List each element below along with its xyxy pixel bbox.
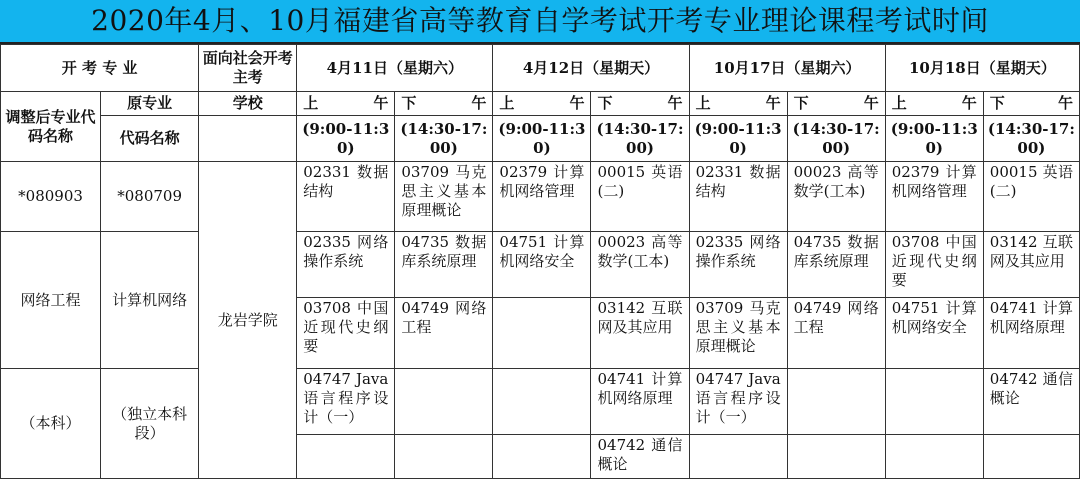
am-label: 上午 <box>493 92 591 116</box>
pm-label: 下午 <box>591 92 689 116</box>
course-cell: 04751 计算机网络安全 <box>885 298 983 369</box>
table-row <box>1 369 1080 435</box>
course-cell: 02331 数据结构 <box>689 162 787 232</box>
course-cell: 00015 英语(二) <box>983 162 1079 232</box>
course-cell: 04741 计算机网络原理 <box>983 298 1079 369</box>
pm-time: (14:30-17:00) <box>591 116 689 162</box>
old-major-level: （独立本科段） <box>101 369 199 479</box>
course-cell: 04749 网络工程 <box>395 298 493 369</box>
course-cell: 03708 中国近现代史纲要 <box>885 232 983 298</box>
course-cell: 02335 网络操作系统 <box>297 232 395 298</box>
course-cell <box>493 369 591 435</box>
course-cell <box>885 435 983 479</box>
am-label: 上午 <box>689 92 787 116</box>
course-cell: 04747 Java语言程序设计（一） <box>297 369 395 435</box>
course-cell: 04747 Java语言程序设计（一） <box>689 369 787 435</box>
social-exam-header: 面向社会开考主考 <box>199 45 297 92</box>
pm-time: (14:30-17:00) <box>983 116 1079 162</box>
course-cell <box>493 435 591 479</box>
course-cell: 04742 通信概论 <box>591 435 689 479</box>
page-title: 2020年4月、10月福建省高等教育自学考试开考专业理论课程考试时间 <box>0 0 1080 44</box>
new-major-code: *080903 <box>1 162 101 232</box>
am-time: (9:00-11:30) <box>493 116 591 162</box>
table-row <box>1 232 1080 298</box>
am-time: (9:00-11:30) <box>885 116 983 162</box>
pm-time: (14:30-17:00) <box>787 116 885 162</box>
course-cell: 03709 马克思主义基本原理概论 <box>395 162 493 232</box>
am-time: (9:00-11:30) <box>297 116 395 162</box>
course-cell <box>395 369 493 435</box>
date-header-3: 10月17日（星期六） <box>689 45 885 92</box>
adjusted-code-header: 调整后专业代码名称 <box>1 92 101 162</box>
blank-cell <box>199 116 297 162</box>
course-cell: 03142 互联网及其应用 <box>983 232 1079 298</box>
course-cell: 00023 高等数学(工本) <box>787 162 885 232</box>
course-cell: 00023 高等数学(工本) <box>591 232 689 298</box>
pm-time: (14:30-17:00) <box>395 116 493 162</box>
code-name-header: 代码名称 <box>101 116 199 162</box>
original-major-header: 原专业 <box>101 92 199 116</box>
course-cell <box>297 435 395 479</box>
course-cell: 02379 计算机网络管理 <box>885 162 983 232</box>
header-row-2 <box>1 92 1080 116</box>
course-cell: 02379 计算机网络管理 <box>493 162 591 232</box>
course-cell: 03142 互联网及其应用 <box>591 298 689 369</box>
course-cell: 03709 马克思主义基本原理概论 <box>689 298 787 369</box>
course-cell: 04735 数据库系统原理 <box>787 232 885 298</box>
course-cell: 04749 网络工程 <box>787 298 885 369</box>
course-cell: 04741 计算机网络原理 <box>591 369 689 435</box>
old-major-code: *080709 <box>101 162 199 232</box>
am-label: 上午 <box>297 92 395 116</box>
course-cell <box>983 435 1079 479</box>
table-row <box>1 162 1080 232</box>
am-time: (9:00-11:30) <box>689 116 787 162</box>
course-cell: 00015 英语(二) <box>591 162 689 232</box>
course-cell <box>885 369 983 435</box>
course-cell: 04735 数据库系统原理 <box>395 232 493 298</box>
am-label: 上午 <box>885 92 983 116</box>
course-cell: 04742 通信概论 <box>983 369 1079 435</box>
date-header-1: 4月11日（星期六） <box>297 45 493 92</box>
major-group-header: 开 考 专 业 <box>1 45 199 92</box>
course-cell <box>689 435 787 479</box>
header-row-3 <box>1 116 1080 162</box>
exam-schedule-table <box>0 44 1080 479</box>
course-cell <box>787 435 885 479</box>
date-header-4: 10月18日（星期天） <box>885 45 1079 92</box>
course-cell: 02335 网络操作系统 <box>689 232 787 298</box>
pm-label: 下午 <box>395 92 493 116</box>
header-row-1 <box>1 45 1080 92</box>
pm-label: 下午 <box>983 92 1079 116</box>
old-major-name: 计算机网络 <box>101 232 199 369</box>
course-cell: 04751 计算机网络安全 <box>493 232 591 298</box>
school-name: 龙岩学院 <box>199 162 297 479</box>
course-cell: 03708 中国近现代史纲要 <box>297 298 395 369</box>
course-cell <box>787 369 885 435</box>
course-cell: 02331 数据结构 <box>297 162 395 232</box>
new-major-name: 网络工程 <box>1 232 101 369</box>
new-major-level: （本科） <box>1 369 101 479</box>
course-cell <box>493 298 591 369</box>
pm-label: 下午 <box>787 92 885 116</box>
date-header-2: 4月12日（星期天） <box>493 45 689 92</box>
school-header: 学校 <box>199 92 297 116</box>
course-cell <box>395 435 493 479</box>
